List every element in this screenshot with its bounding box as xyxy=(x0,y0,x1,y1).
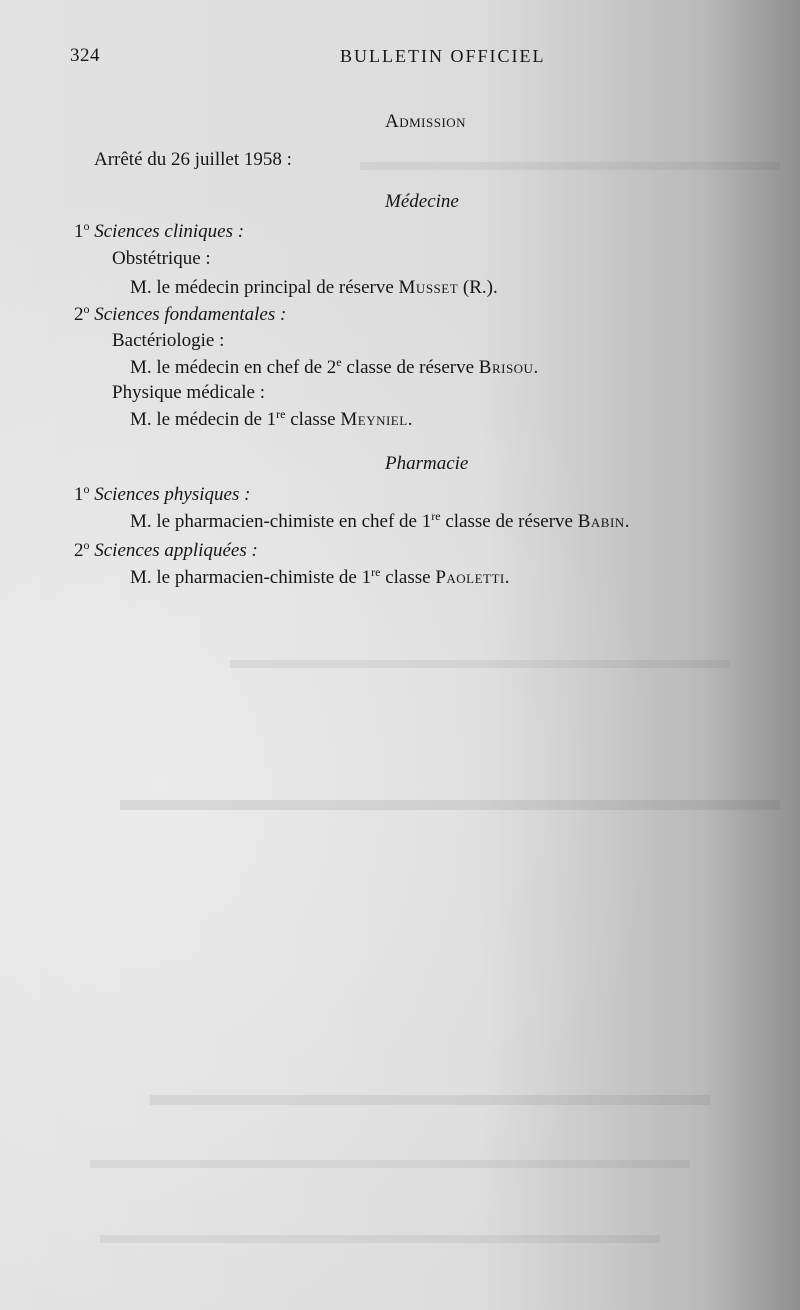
running-header-title: BULLETIN OFFICIEL xyxy=(340,46,546,66)
appointee-name: Babin xyxy=(577,511,625,532)
item-label: Sciences cliniques : xyxy=(94,221,245,242)
item-number: 2 xyxy=(74,540,84,561)
item-number-sup: o xyxy=(83,482,90,496)
appointee-name: Musset xyxy=(398,277,459,298)
appointee-line xyxy=(130,566,510,590)
appointee-sup: re xyxy=(431,509,441,523)
bleed-through-texture xyxy=(120,800,780,810)
appointee-suffix: . xyxy=(504,567,510,588)
appointee-line xyxy=(130,276,498,300)
appointee-suffix: . xyxy=(624,511,630,532)
appointee-title-cont: classe de réserve xyxy=(341,357,479,378)
item-label: Sciences appliquées : xyxy=(94,540,258,561)
bleed-through-texture xyxy=(150,1095,710,1105)
appointee-name: Brisou xyxy=(478,357,534,378)
page-number: 324 xyxy=(70,45,100,66)
item-number: 2 xyxy=(74,304,84,325)
appointee-line xyxy=(130,510,629,534)
bleed-through-texture xyxy=(90,1160,690,1168)
list-item-sciences-fondamentales xyxy=(74,303,286,327)
appointee-title: M. le pharmacien-chimiste en chef de 1 xyxy=(130,511,432,532)
item-number-sup: o xyxy=(83,302,90,316)
item-label: Sciences physiques : xyxy=(94,484,251,505)
appointee-title-cont: classe de réserve xyxy=(440,511,578,532)
subsection-heading-medecine: Médecine xyxy=(385,191,459,212)
appointee-suffix: (R.). xyxy=(458,277,498,298)
appointee-suffix: . xyxy=(533,357,539,378)
appointee-name: Paoletti xyxy=(435,567,505,588)
appointee-sup: e xyxy=(336,355,342,369)
item-number: 1 xyxy=(74,484,84,505)
item-number-sup: o xyxy=(83,538,90,552)
appointee-name: Meyniel xyxy=(340,409,408,430)
appointee-title-cont: classe xyxy=(380,567,436,588)
appointee-sup: re xyxy=(371,565,381,579)
list-item-sciences-cliniques xyxy=(74,220,244,244)
appointee-sup: re xyxy=(276,407,286,421)
appointee-title: M. le médecin principal de réserve xyxy=(130,277,399,298)
section-title: Admission xyxy=(385,111,467,132)
subsection-heading-pharmacie: Pharmacie xyxy=(385,453,469,474)
bleed-through-texture xyxy=(230,660,730,668)
discipline-bacteriologie: Bactériologie : xyxy=(112,330,225,351)
discipline-obstetrique: Obstétrique : xyxy=(112,248,211,269)
list-item-sciences-appliquees xyxy=(74,539,258,563)
item-number: 1 xyxy=(74,221,84,242)
appointee-title: M. le médecin en chef de 2 xyxy=(130,357,337,378)
item-label: Sciences fondamentales : xyxy=(94,304,287,325)
bleed-through-texture xyxy=(360,162,780,170)
appointee-title-cont: classe xyxy=(285,409,341,430)
appointee-line xyxy=(130,356,538,380)
bleed-through-texture xyxy=(100,1235,660,1243)
decree-line: Arrêté du 26 juillet 1958 : xyxy=(94,149,292,170)
appointee-title: M. le médecin de 1 xyxy=(130,409,277,430)
appointee-suffix: . xyxy=(407,409,413,430)
item-number-sup: o xyxy=(83,219,90,233)
list-item-sciences-physiques xyxy=(74,483,250,507)
appointee-title: M. le pharmacien-chimiste de 1 xyxy=(130,567,372,588)
discipline-physique-medicale: Physique médicale : xyxy=(112,382,266,403)
appointee-line xyxy=(130,408,412,432)
